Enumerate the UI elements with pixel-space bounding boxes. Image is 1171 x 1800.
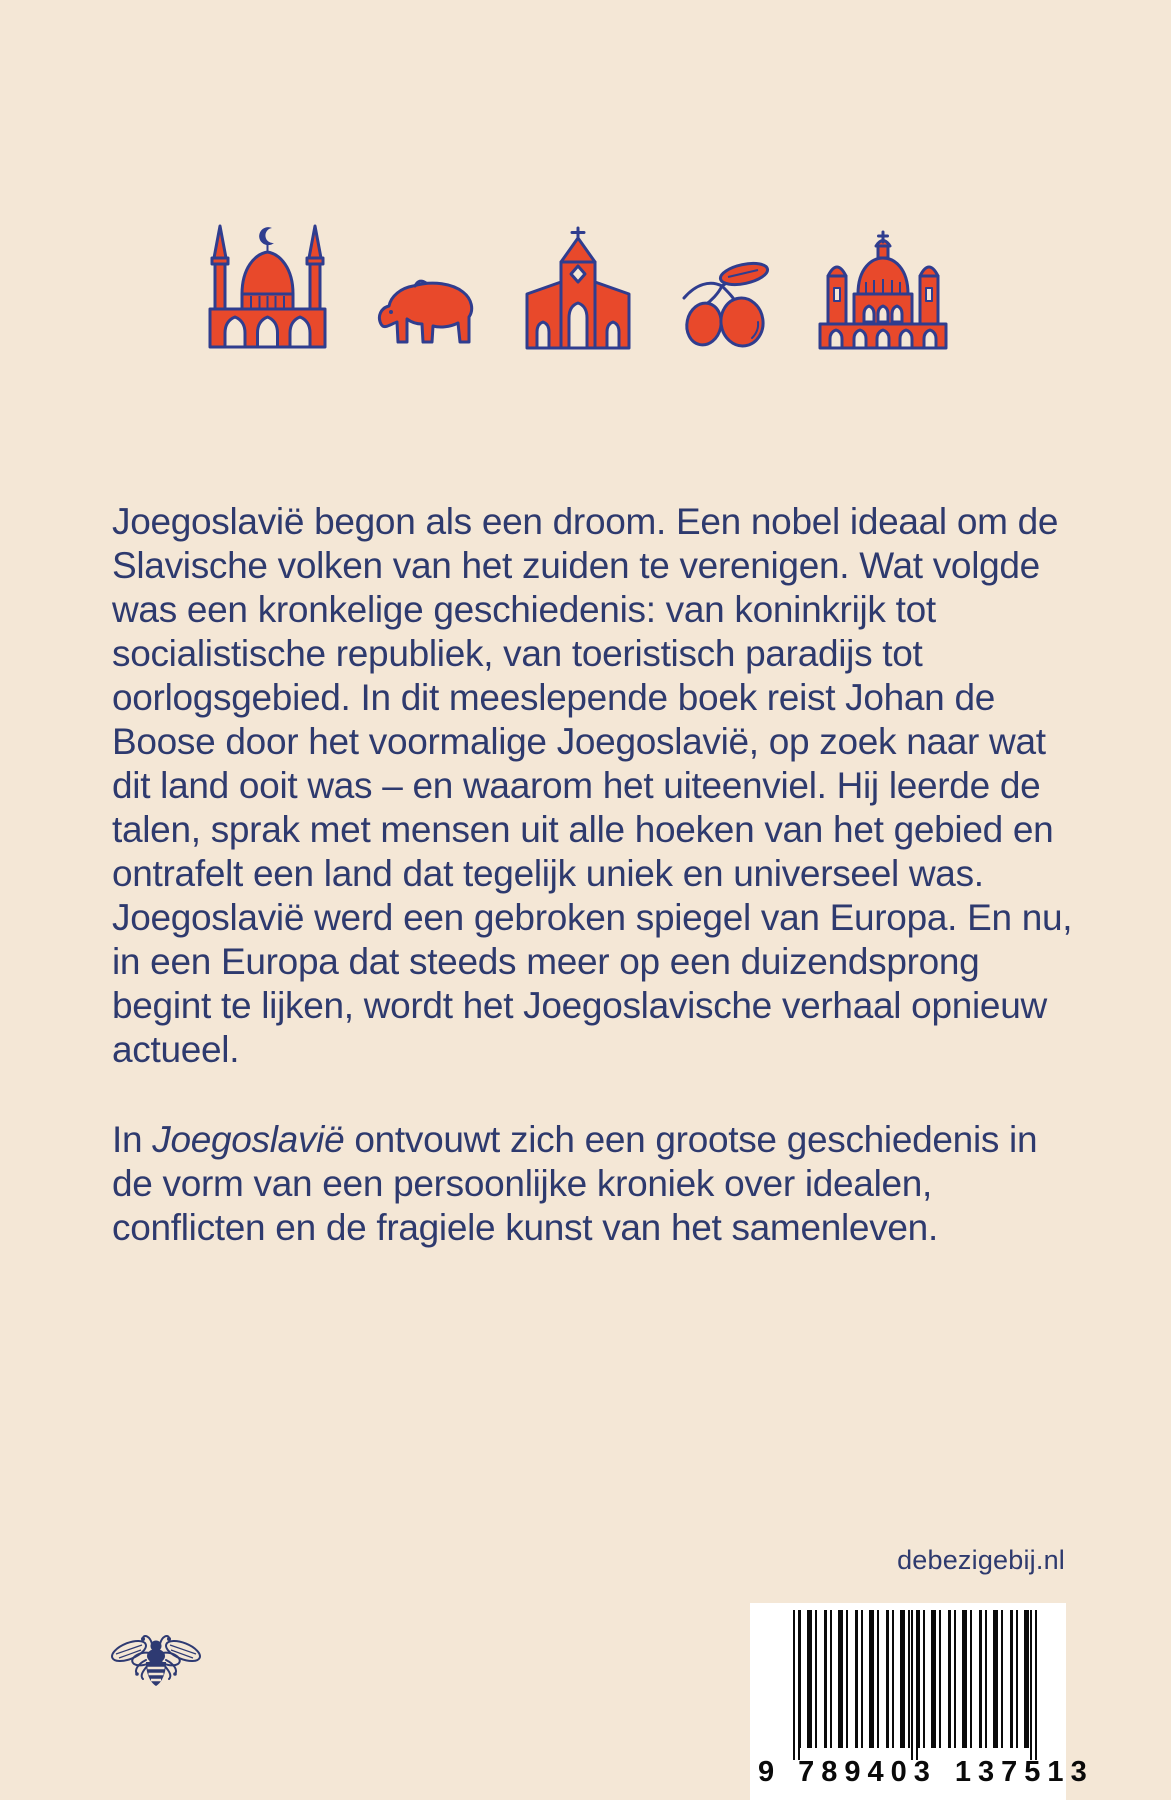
publisher-website: debezigebij.nl [897, 1545, 1065, 1575]
paragraph-2-prefix: In [112, 1119, 153, 1160]
basilica-icon [816, 230, 950, 350]
blurb-text [112, 500, 1087, 1250]
paragraph-2 [112, 1118, 1087, 1250]
olives-icon [678, 254, 772, 350]
book-title-italic: Joegoslavië [152, 1119, 345, 1160]
isbn-group-1: 789403 [798, 1756, 937, 1788]
barcode-guard-right [1030, 1610, 1037, 1760]
bee-logo [110, 1630, 202, 1692]
barcode-guard-left [793, 1610, 800, 1760]
icons-row [205, 222, 950, 350]
isbn-digit-prefix: 9 [758, 1756, 775, 1788]
mosque-icon [205, 222, 330, 350]
church-icon [523, 226, 633, 350]
isbn-barcode [750, 1603, 1094, 1800]
paragraph-2-rest: ontvouwt zich een grootse geschiedenis in de vorm van een persoonlijke kroniek over idealen, conflicten en de fragiele kunst van het samenleven. [112, 1119, 1038, 1248]
isbn-group-2: 137513 [954, 1756, 1094, 1788]
barcode-guard-middle [911, 1610, 918, 1760]
paragraph-1: Joegoslavië begon als een droom. Een nobel ideaal om de Slavische volken van het zuiden te verenigen. Wat volgde was een kronkelige geschiedenis: van koninkrijk tot socialistische republiek, van toeristisch paradijs tot oorlogsgebied. In dit meeslepende boek reist Johan de Boose door het voormalige Joegoslavië, op zoek naar wat dit land ooit was – en waarom het uiteenviel. Hij leerde de talen, sprak met mensen uit alle hoeken van het gebied en ontrafelt een land dat tegelijk uniek en universeel was. Joegoslavië werd een gebroken spiegel van Europa. En nu, in een Europa dat steeds meer op een duizendsprong begint te lijken, wordt het Joegoslavische verhaal opnieuw actueel. [112, 501, 1073, 1070]
isbn-digits [750, 1756, 1094, 1789]
bear-icon [375, 260, 479, 350]
